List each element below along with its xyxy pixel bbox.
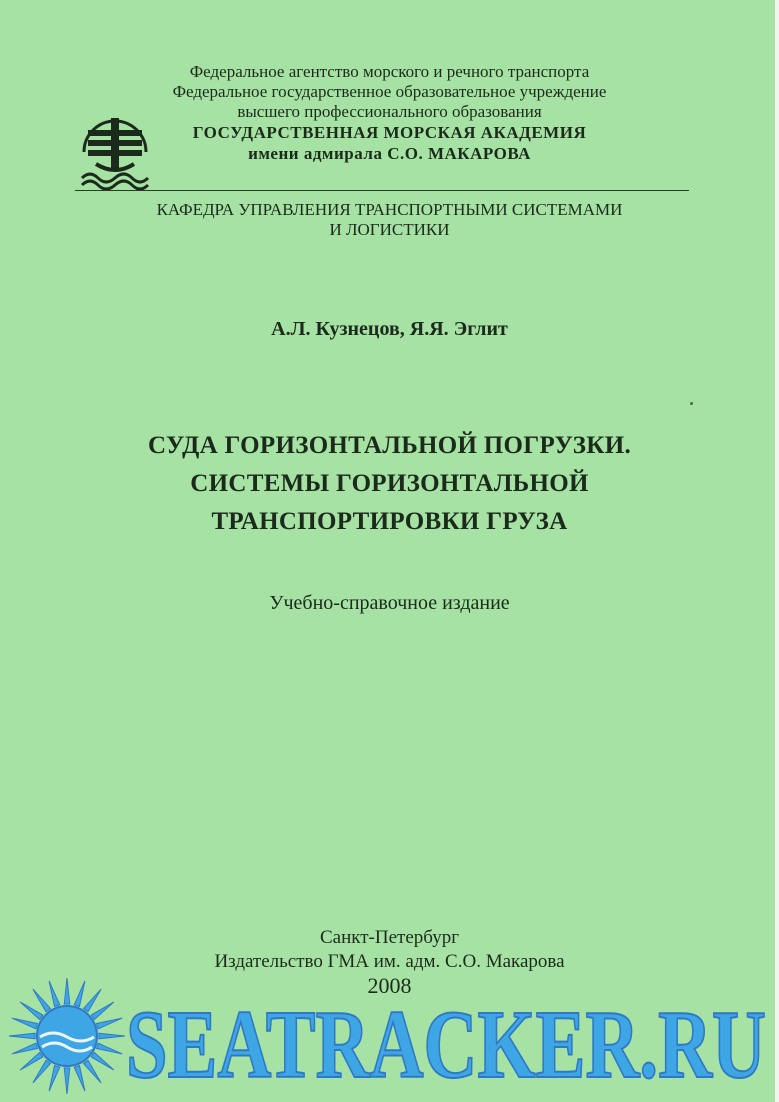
sun-ray xyxy=(84,1060,102,1083)
sun-ray xyxy=(96,1043,122,1054)
sun-ray xyxy=(91,1053,114,1071)
sun-ray xyxy=(9,1033,35,1039)
sun-ray xyxy=(74,981,85,1007)
department-line-1: КАФЕДРА УПРАВЛЕНИЯ ТРАНСПОРТНЫМИ СИСТЕМАМИ xyxy=(156,200,623,219)
imprint-publisher: Издательство ГМА им. адм. С.О. Макарова xyxy=(214,951,565,972)
title-line-3: ТРАНСПОРТИРОВКИ ГРУЗА xyxy=(211,508,568,535)
academy-name: ГОСУДАРСТВЕННАЯ МОРСКАЯ АКАДЕМИЯ xyxy=(192,123,587,142)
imprint-city: Санкт-Петербург xyxy=(319,927,459,948)
edition-type: Учебно-справочное издание xyxy=(269,592,510,614)
academy-logo-icon xyxy=(78,112,152,190)
title-line-1: СУДА ГОРИЗОНТАЛЬНОЙ ПОГРУЗКИ. xyxy=(148,432,631,459)
sun-ray xyxy=(12,1043,38,1054)
sun-ray xyxy=(20,1002,43,1020)
sun-ray xyxy=(74,1065,85,1091)
imprint-year: 2008 xyxy=(367,973,412,998)
department xyxy=(0,200,779,240)
sun-ray xyxy=(64,1068,70,1094)
sun-ray xyxy=(12,1018,38,1029)
book-title xyxy=(0,427,779,541)
sun-ray xyxy=(33,1060,51,1083)
sun-ray xyxy=(33,989,51,1012)
department-line-2: И ЛОГИСТИКИ xyxy=(329,220,450,239)
sun-ray xyxy=(20,1053,43,1071)
agency-line: Федеральное агентство морского и речного транспорта xyxy=(189,62,590,81)
sun-ray xyxy=(91,1002,114,1020)
institution-line: Федеральное государственное образовательное учреждение xyxy=(172,82,607,101)
title-line-2: СИСТЕМЫ ГОРИЗОНТАЛЬНОЙ xyxy=(190,470,589,497)
sun-ray xyxy=(49,981,60,1007)
header-divider xyxy=(75,190,689,191)
watermark-label: SEATRACKER.RU xyxy=(126,995,766,1095)
sun-icon xyxy=(6,975,128,1097)
sun-ray xyxy=(49,1065,60,1091)
authors: А.Л. Кузнецов, Я.Я. Эглит xyxy=(271,318,508,340)
speck xyxy=(690,402,693,405)
watermark-text xyxy=(122,995,772,1095)
sun-ray xyxy=(96,1018,122,1029)
education-line: высшего профессионального образования xyxy=(237,102,542,121)
admiral-name: имени адмирала С.О. МАКАРОВА xyxy=(248,144,531,163)
sun-ray xyxy=(84,989,102,1012)
sun-ray xyxy=(64,978,70,1004)
